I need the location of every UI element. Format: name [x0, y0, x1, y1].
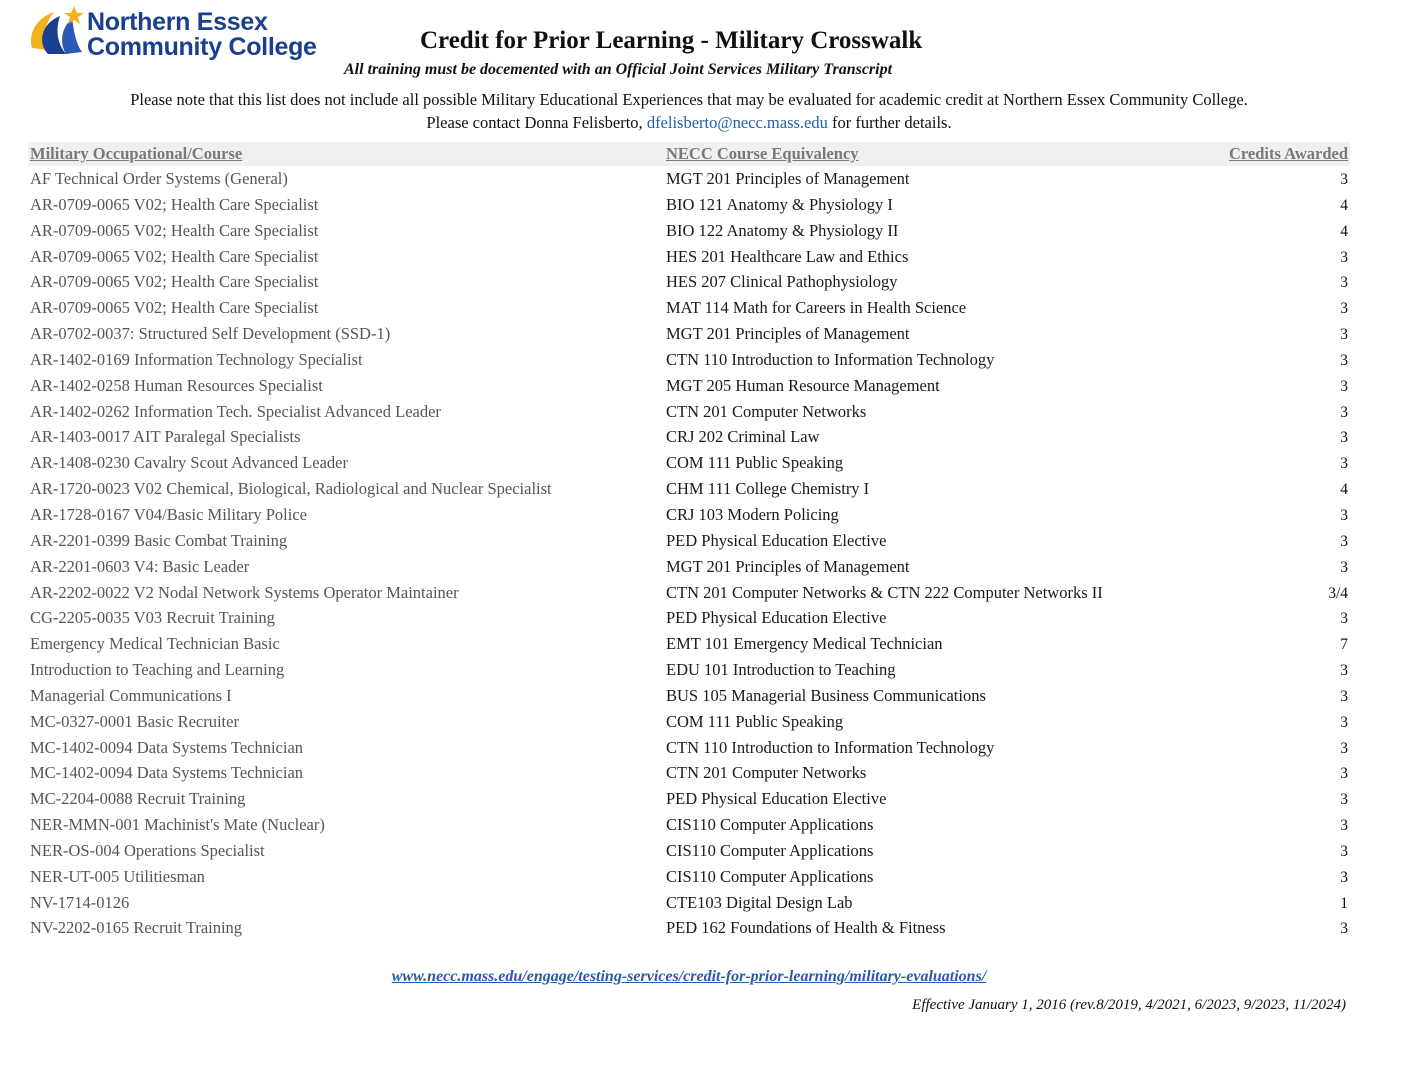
necc-equivalency-cell: EDU 101 Introduction to Teaching — [666, 660, 896, 680]
college-logo — [26, 4, 317, 68]
credits-cell: 3 — [1340, 687, 1348, 705]
table-row — [28, 709, 1350, 735]
military-course-cell: AR-0709-0065 V02; Health Care Specialist — [30, 246, 319, 266]
credits-cell: 3 — [1340, 920, 1348, 938]
military-course-cell: MC-1402-0094 Data Systems Technician — [30, 763, 304, 783]
necc-equivalency-cell: BUS 105 Managerial Business Communications — [666, 685, 986, 705]
credits-cell: 3 — [1340, 300, 1348, 318]
military-course-cell: AR-0709-0065 V02; Health Care Specialist — [30, 298, 319, 318]
contact-email-link[interactable]: dfelisberto@necc.mass.edu — [646, 113, 828, 132]
credits-cell: 3 — [1340, 429, 1348, 447]
credits-cell: 3 — [1340, 765, 1348, 783]
credits-cell: 3 — [1340, 610, 1348, 628]
military-course-cell: Introduction to Teaching and Learning — [30, 660, 285, 680]
military-course-cell: Emergency Medical Technician Basic — [30, 634, 280, 654]
military-course-cell: NER-UT-005 Utilitiesman — [30, 866, 205, 886]
table-body — [28, 166, 1350, 941]
table-row — [28, 399, 1350, 425]
credits-cell: 3 — [1340, 171, 1348, 188]
necc-equivalency-cell: CTN 110 Introduction to Information Technology — [666, 737, 995, 757]
table-row — [28, 580, 1350, 606]
necc-equivalency-cell: MGT 201 Principles of Management — [666, 169, 910, 188]
disclaimer-note: Please note that this list does not include all possible Military Educational Experiences that may be evaluated for academic credit at Northern Essex Community College. — [130, 90, 1248, 109]
contact-note — [0, 113, 1378, 133]
necc-equivalency-cell: BIO 121 Anatomy & Physiology I — [666, 194, 893, 214]
necc-equivalency-cell: MAT 114 Math for Careers in Health Science — [666, 298, 967, 318]
military-course-cell: CG-2205-0035 V03 Recruit Training — [30, 608, 275, 628]
necc-equivalency-cell: PED 162 Foundations of Health & Fitness — [666, 918, 946, 938]
military-course-cell: AR-1402-0169 Information Technology Specialist — [30, 349, 363, 369]
credits-cell: 3 — [1340, 739, 1348, 757]
military-course-cell: AF Technical Order Systems (General) — [30, 169, 288, 188]
necc-equivalency-cell: EMT 101 Emergency Medical Technician — [666, 634, 943, 654]
necc-equivalency-cell: CIS110 Computer Applications — [666, 840, 874, 860]
table-row — [28, 838, 1350, 864]
credits-cell: 3 — [1340, 506, 1348, 524]
credits-cell: 3 — [1340, 377, 1348, 395]
military-course-cell: AR-1403-0017 AIT Paralegal Specialists — [30, 427, 301, 447]
column-header-military: Military Occupational/Course — [30, 144, 243, 163]
necc-equivalency-cell: PED Physical Education Elective — [666, 608, 887, 628]
necc-equivalency-cell: CTN 201 Computer Networks — [666, 763, 867, 783]
military-course-cell: AR-2201-0603 V4: Basic Leader — [30, 556, 250, 576]
table-row — [28, 244, 1350, 270]
table-row — [28, 502, 1350, 528]
table-row — [28, 735, 1350, 761]
military-course-cell: MC-2204-0088 Recruit Training — [30, 789, 246, 809]
table-row — [28, 554, 1350, 580]
necc-equivalency-cell: BIO 122 Anatomy & Physiology II — [666, 220, 899, 240]
logo-name-line2: Community College — [87, 33, 317, 61]
military-course-cell: Managerial Communications I — [30, 685, 232, 705]
table-row — [28, 373, 1350, 399]
table-row — [28, 605, 1350, 631]
logo-name-line1: Northern Essex — [87, 8, 268, 36]
military-course-cell: NV-1714-0126 — [30, 892, 130, 912]
military-course-cell: AR-1728-0167 V04/Basic Military Police — [30, 504, 307, 524]
necc-equivalency-cell: CHM 111 College Chemistry I — [666, 479, 870, 499]
military-course-cell: NV-2202-0165 Recruit Training — [30, 918, 243, 938]
military-course-cell: NER-OS-004 Operations Specialist — [30, 840, 265, 860]
credits-cell: 3 — [1340, 558, 1348, 576]
military-course-cell: AR-0709-0065 V02; Health Care Specialist — [30, 194, 319, 214]
table-row — [28, 166, 1350, 192]
credits-cell: 3 — [1340, 403, 1348, 421]
military-evaluations-link[interactable]: www.necc.mass.edu/engage/testing-services/credit-for-prior-learning/military-evaluations/ — [391, 968, 987, 985]
credits-cell: 4 — [1340, 196, 1348, 214]
table-header-row — [28, 142, 1350, 166]
table-row — [28, 760, 1350, 786]
credits-cell: 3 — [1340, 868, 1348, 886]
military-course-cell: AR-1402-0258 Human Resources Specialist — [30, 375, 323, 395]
column-header-necc: NECC Course Equivalency — [666, 144, 859, 163]
military-course-cell: AR-1402-0262 Information Tech. Specialist Advanced Leader — [30, 401, 441, 421]
necc-equivalency-cell: MGT 201 Principles of Management — [666, 324, 910, 344]
credits-cell: 3 — [1340, 532, 1348, 550]
military-course-cell: AR-1720-0023 V02 Chemical, Biological, Radiological and Nuclear Specialist — [30, 479, 552, 499]
military-course-cell: AR-2202-0022 V2 Nodal Network Systems Operator Maintainer — [30, 582, 459, 602]
effective-date: Effective January 1, 2016 (rev.8/2019, 4/2021, 6/2023, 9/2023, 11/2024) — [912, 997, 1346, 1013]
military-course-cell: AR-0702-0037: Structured Self Development (SSD-1) — [30, 324, 391, 344]
necc-equivalency-cell: CIS110 Computer Applications — [666, 866, 874, 886]
military-course-cell: MC-1402-0094 Data Systems Technician — [30, 737, 304, 757]
table-row — [28, 890, 1350, 916]
necc-equivalency-cell: COM 111 Public Speaking — [666, 711, 844, 731]
table-row — [28, 812, 1350, 838]
necc-equivalency-cell: CRJ 202 Criminal Law — [666, 427, 820, 447]
necc-equivalency-cell: CTE103 Digital Design Lab — [666, 892, 853, 912]
credits-cell: 3 — [1340, 713, 1348, 731]
credits-cell: 3 — [1340, 455, 1348, 473]
military-course-cell: AR-0709-0065 V02; Health Care Specialist — [30, 272, 319, 292]
table-row — [28, 218, 1350, 244]
credits-cell: 3/4 — [1328, 584, 1348, 602]
credits-cell: 3 — [1340, 662, 1348, 680]
table-row — [28, 864, 1350, 890]
necc-equivalency-cell: CTN 110 Introduction to Information Technology — [666, 349, 995, 369]
credits-cell: 4 — [1340, 481, 1348, 499]
logo-emblem-icon — [26, 4, 86, 68]
necc-equivalency-cell: HES 201 Healthcare Law and Ethics — [666, 246, 909, 266]
credits-cell: 3 — [1340, 351, 1348, 369]
credits-cell: 3 — [1340, 817, 1348, 835]
credits-cell: 3 — [1340, 274, 1348, 292]
military-course-cell: MC-0327-0001 Basic Recruiter — [30, 711, 239, 731]
table-row — [28, 683, 1350, 709]
necc-equivalency-cell: PED Physical Education Elective — [666, 530, 887, 550]
crosswalk-table — [28, 142, 1350, 941]
credits-cell: 1 — [1340, 894, 1348, 912]
military-course-cell: AR-0709-0065 V02; Health Care Specialist — [30, 220, 319, 240]
necc-equivalency-cell: HES 207 Clinical Pathophysiology — [666, 272, 898, 292]
table-row — [28, 631, 1350, 657]
credits-cell: 3 — [1340, 842, 1348, 860]
credits-cell: 3 — [1340, 248, 1348, 266]
necc-equivalency-cell: MGT 201 Principles of Management — [666, 556, 910, 576]
necc-equivalency-cell: PED Physical Education Elective — [666, 789, 887, 809]
table-row — [28, 450, 1350, 476]
necc-equivalency-cell: CRJ 103 Modern Policing — [666, 504, 839, 524]
necc-equivalency-cell: CTN 201 Computer Networks & CTN 222 Computer Networks II — [666, 582, 1103, 602]
necc-equivalency-cell: CIS110 Computer Applications — [666, 815, 874, 835]
table-row — [28, 657, 1350, 683]
credits-cell: 3 — [1340, 326, 1348, 344]
table-row — [28, 269, 1350, 295]
credits-cell: 7 — [1340, 636, 1348, 654]
table-row — [28, 786, 1350, 812]
table-row — [28, 347, 1350, 373]
credits-cell: 4 — [1340, 222, 1348, 240]
necc-equivalency-cell: CTN 201 Computer Networks — [666, 401, 867, 421]
military-course-cell: AR-2201-0399 Basic Combat Training — [30, 530, 288, 550]
military-course-cell: AR-1408-0230 Cavalry Scout Advanced Leader — [30, 453, 348, 473]
table-row — [28, 528, 1350, 554]
necc-equivalency-cell: MGT 205 Human Resource Management — [666, 375, 940, 395]
military-course-cell: NER-MMN-001 Machinist's Mate (Nuclear) — [30, 815, 325, 835]
page-subtitle: All training must be docemented with an Official Joint Services Military Transcript — [344, 61, 893, 78]
table-row — [28, 424, 1350, 450]
contact-note-suffix: for further details. — [832, 113, 952, 132]
table-row — [28, 321, 1350, 347]
credits-cell: 3 — [1340, 791, 1348, 809]
table-row — [28, 192, 1350, 218]
necc-equivalency-cell: COM 111 Public Speaking — [666, 453, 844, 473]
table-row — [28, 915, 1350, 941]
page-title: Credit for Prior Learning - Military Crosswalk — [420, 27, 923, 54]
table-row — [28, 476, 1350, 502]
contact-note-prefix: Please contact Donna Felisberto, — [426, 113, 643, 132]
column-header-credits: Credits Awarded — [1228, 144, 1348, 163]
table-row — [28, 295, 1350, 321]
